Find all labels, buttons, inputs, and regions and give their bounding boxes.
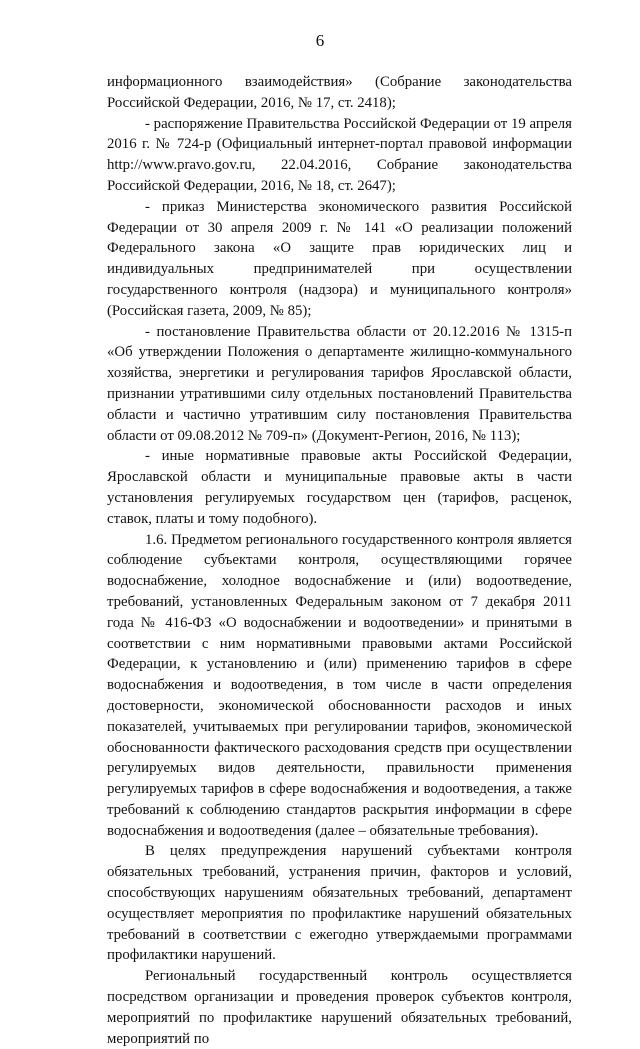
document-body xyxy=(107,72,572,1049)
paragraph-order-141: - приказ Министерства экономического развития Российской Федерации от 30 апреля 2009 г. № 141 «О реализации положений Федерального закона «О защите прав юридических лиц и индивидуальных предпринимателей при осуществлении государственного контроля (надзора) и муниципального контроля» (Российская газета, 2009, № 85); xyxy=(107,198,572,319)
paragraph-continuation: информационного взаимодействия» (Собрание законодательства Российской Федерации, 2016, № 17, ст. 2418); xyxy=(107,74,572,111)
paragraph-order-724r: - распоряжение Правительства Российской Федерации от 19 апреля 2016 г. № 724-р (Официальный интернет-портал правовой информации http://www.pravo.gov.ru, 22.04.2016, Собрание законодательства Российской Федерации, 2016, № 18, ст. 2647); xyxy=(107,115,572,194)
paragraph-regional-control: Региональный государственный контроль осуществляется посредством организации и проведения проверок субъектов контроля, мероприятий по профилактике нарушений обязательных требований, мероприятий по xyxy=(107,968,572,1047)
paragraph-1-6-subject: 1.6. Предметом регионального государственного контроля является соблюдение субъектами контроля, осуществляющими горячее водоснабжение, холодное водоснабжение и (или) водоотведение, требований, установленных Федеральным законом от 7 декабря 2011 года № 416-ФЗ «О водоснабжении и водоотведении» и принятыми в соответствии с ним нормативными правовыми актами Российской Федерации, к установлению и (или) применению тарифов в сфере водоснабжения и водоотведения, в том числе в части определения достоверности, экономической обоснованности расходов и иных показателей, учитываемых при регулировании тарифов, экономической обоснованности фактического расходования средств при осуществлении регулируемых видов деятельности, правильности применения регулируемых тарифов в сфере водоснабжения и водоотведения, а также требований к соблюдению стандартов раскрытия информации в сфере водоснабжения и водоотведения (далее – обязательные требования). xyxy=(107,531,572,839)
page-number: 6 xyxy=(315,31,325,50)
paragraph-prevention: В целях предупреждения нарушений субъектами контроля обязательных требований, устранения причин, факторов и условий, способствующих нарушениям обязательных требований, департамент осуществляет мероприятия по профилактике нарушений обязательных требований в соответствии с ежегодно утверждаемыми программами профилактики нарушений. xyxy=(107,843,572,964)
paragraph-resolution-1315p: - постановление Правительства области от 20.12.2016 № 1315-п «Об утверждении Положения о департаменте жилищно-коммунального хозяйства, энергетики и регулирования тарифов Ярославской области, признании утратившими силу отдельных постановлений Правительства области и частично утратившим силу постановления Правительства области от 09.08.2012 № 709-п» (Документ-Регион, 2016, № 113); xyxy=(107,323,572,444)
paragraph-other-acts: - иные нормативные правовые акты Российской Федерации, Ярославской области и муниципальные правовые акты в части установления регулируемых государством цен (тарифов, расценок, ставок, платы и тому подобного). xyxy=(107,448,572,527)
